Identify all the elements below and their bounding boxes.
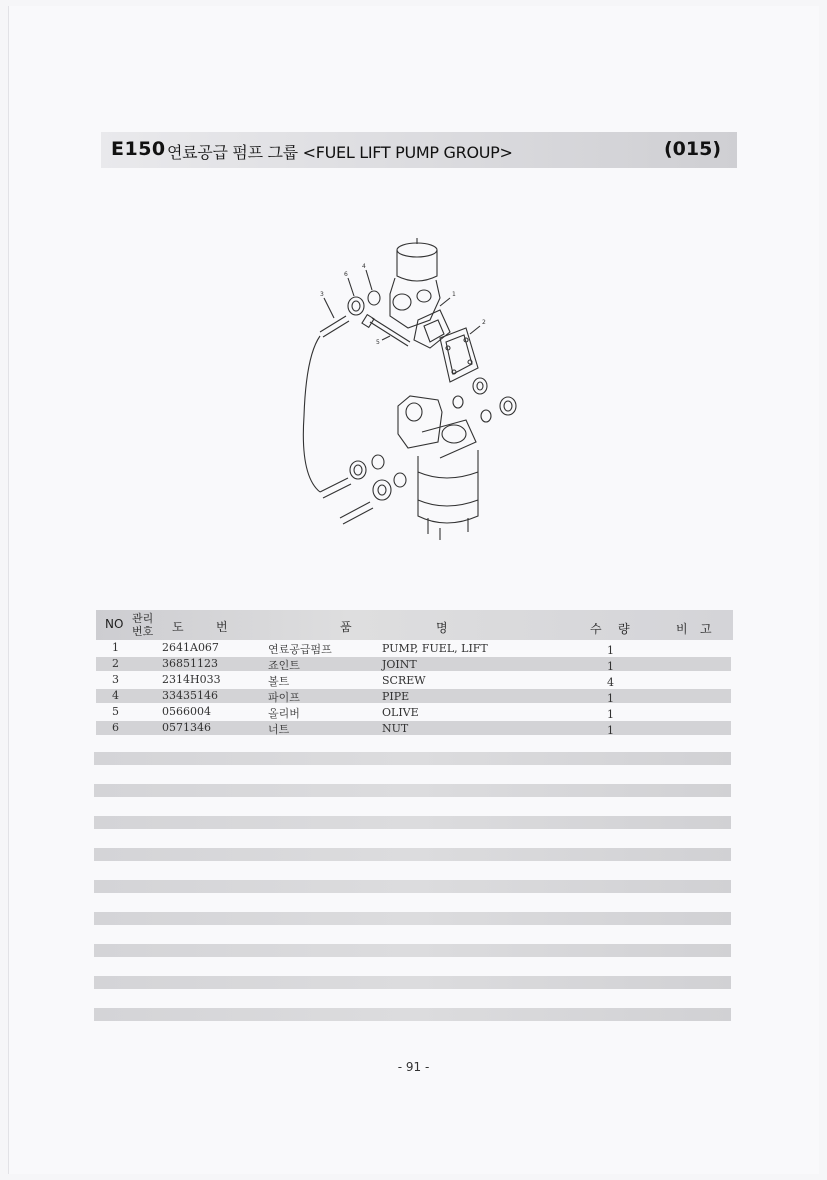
empty-table-row <box>94 912 731 925</box>
col-name-a: 품 <box>340 620 352 634</box>
row-qty: 1 <box>607 692 614 705</box>
row-part-no: 2641A067 <box>162 641 219 654</box>
row-part-no: 0566004 <box>162 705 211 718</box>
row-name-en: JOINT <box>382 658 417 671</box>
callout-5: 5 <box>376 339 380 346</box>
row-qty: 1 <box>607 644 614 657</box>
title-bar <box>101 132 737 168</box>
table-row <box>96 641 731 655</box>
col-qty-a: 수 <box>590 622 602 636</box>
page-number: - 91 - <box>397 1060 430 1074</box>
row-name-kr: 올리버 <box>268 707 300 720</box>
page-sheet <box>8 6 819 1174</box>
row-qty: 1 <box>607 660 614 673</box>
row-part-no: 2314H033 <box>162 673 221 686</box>
row-name-en: NUT <box>382 722 409 735</box>
row-no: 6 <box>112 721 119 734</box>
row-name-en: PIPE <box>382 690 410 703</box>
row-name-kr: 파이프 <box>268 691 300 704</box>
row-name-en: PUMP, FUEL, LIFT <box>382 642 488 655</box>
row-name-kr: 죠인트 <box>268 659 300 672</box>
exploded-parts-diagram <box>290 236 530 548</box>
row-name-kr: 연료공급펌프 <box>268 643 332 656</box>
row-part-no: 0571346 <box>162 721 211 734</box>
empty-table-row <box>94 752 731 765</box>
table-row <box>96 689 731 703</box>
col-remark-b: 고 <box>700 622 712 636</box>
col-ref-top: 관리 <box>132 612 154 625</box>
table-row <box>96 705 731 719</box>
col-remark-a: 비 <box>676 622 688 636</box>
callout-6: 6 <box>344 271 348 278</box>
row-qty: 1 <box>607 724 614 737</box>
table-row <box>96 721 731 735</box>
col-part-no-a: 도 <box>172 620 184 634</box>
table-header <box>96 610 733 640</box>
callout-3: 3 <box>320 291 324 298</box>
col-qty-b: 량 <box>618 622 630 636</box>
callout-2: 2 <box>482 319 486 326</box>
row-name-en: SCREW <box>382 674 426 687</box>
callout-1: 1 <box>452 291 456 298</box>
row-no: 5 <box>112 705 119 718</box>
row-no: 3 <box>112 673 119 686</box>
table-row <box>96 673 731 687</box>
empty-table-row <box>94 784 731 797</box>
row-no: 1 <box>112 641 119 654</box>
row-qty: 4 <box>607 676 614 689</box>
callout-4: 4 <box>362 263 366 270</box>
page-title: 연료공급 펌프 그룹 <FUEL LIFT PUMP GROUP> <box>167 143 513 162</box>
row-no: 4 <box>112 689 119 702</box>
row-qty: 1 <box>607 708 614 721</box>
col-part-no-b: 번 <box>216 620 228 634</box>
row-name-kr: 볼트 <box>268 675 290 688</box>
empty-table-row <box>94 944 731 957</box>
row-name-kr: 너트 <box>268 723 290 736</box>
table-row <box>96 657 731 671</box>
empty-table-row <box>94 816 731 829</box>
row-part-no: 36851123 <box>162 657 218 670</box>
empty-table-row <box>94 976 731 989</box>
group-code: E150 <box>111 138 166 160</box>
empty-table-row <box>94 1008 731 1021</box>
row-no: 2 <box>112 657 119 670</box>
col-name-b: 명 <box>436 621 448 635</box>
col-no: NO <box>105 617 124 631</box>
row-part-no: 33435146 <box>162 689 218 702</box>
col-ref-bottom: 번호 <box>132 625 154 638</box>
row-name-en: OLIVE <box>382 706 419 719</box>
empty-table-row <box>94 848 731 861</box>
group-number: (015) <box>663 138 721 160</box>
empty-table-row <box>94 880 731 893</box>
